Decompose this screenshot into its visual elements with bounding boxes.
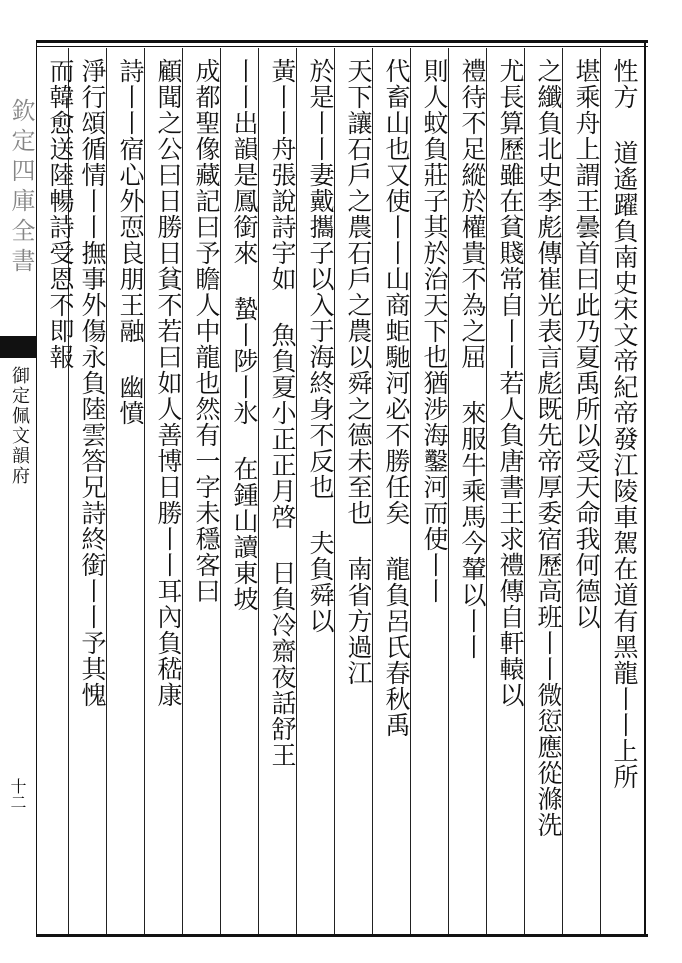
text-column-1: 性方 道遙躍負南史宋文帝紀帝發江陵車駕在道有黑龍丨丨上所	[610, 58, 639, 790]
frame-top-border	[36, 40, 648, 43]
margin-rule	[36, 40, 37, 937]
frame-top-thin-border	[36, 46, 648, 47]
text-column-12: 成都聖像藏記曰予瞻人中龍也然有一字未穩客曰	[192, 58, 221, 604]
text-column-10: 黃丨丨舟張說詩宇如 魚負夏小正正月啓 日負冷齋夜話舒王	[268, 58, 297, 768]
text-column-4: 尤長算歷雖在貧賤常自丨丨若人負唐書王求禮傳自軒轅以	[496, 58, 525, 708]
text-column-11: 丨丨出韻是鳳銜來 蟄丨陟丨氷 在鍾山讀東坡	[230, 58, 259, 612]
series-title: 欽定四庫全書	[7, 98, 35, 278]
text-column-6: 則人蚊負莊子其於治天下也猶涉海鑿河而使丨丨	[420, 58, 449, 604]
frame-bottom-border	[36, 934, 648, 937]
text-column-9: 於是丨丨妻戴攜子以入于海終身不反也 夫負舜以	[306, 58, 335, 634]
text-column-14: 詩丨丨宿心外恧良朋王融 幽憤	[116, 58, 145, 426]
text-column-5: 禮待不足縱於權貴不為之屈 來服牛乘馬今輦以丨丨	[458, 58, 487, 660]
text-column-8: 天下讓石戶之農石戶之農以舜之德未至也 南省方過江	[344, 58, 373, 686]
frame-right-border	[644, 40, 646, 937]
text-column-13: 顧聞之公曰日勝日貧不若曰如人善博日勝丨丨耳內負嵇康	[154, 58, 183, 708]
text-column-2: 堪乘舟上謂王曇首曰此乃夏禹所以受天命我何德以	[572, 58, 601, 630]
book-title: 御定佩文韻府	[9, 366, 30, 486]
text-column-15: 淨行頌循情丨丨撫事外傷永負陸雲答兄詩終銜丨丨予其愧	[78, 58, 107, 708]
text-column-16: 而韓愈送陸暢詩受恩不即報	[46, 58, 75, 370]
center-fold-margin	[0, 40, 36, 937]
text-column-3: 之纖負北史李彪傳崔光表言彪既先帝厚委宿歷高班丨丨微愆應從滌洗	[534, 58, 563, 838]
text-column-7: 代畜山也又使丨丨山商蚷馳河必不勝任矣 龍負呂氏春秋禹	[382, 58, 411, 738]
fish-tail-mark	[0, 336, 36, 358]
page-number: 十二	[8, 778, 27, 810]
